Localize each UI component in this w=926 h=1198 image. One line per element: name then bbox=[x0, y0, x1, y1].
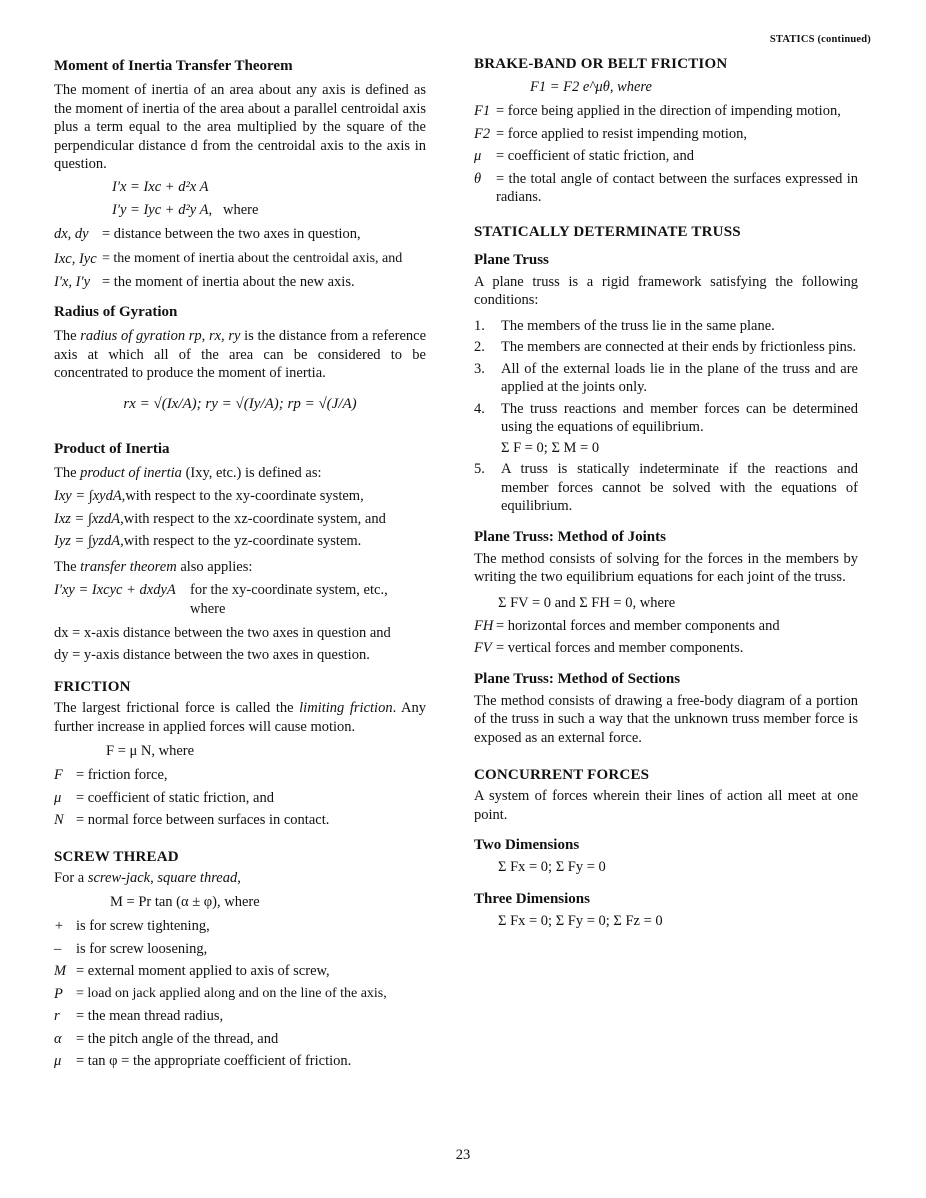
brake-title: BRAKE-BAND OR BELT FRICTION bbox=[474, 56, 728, 72]
moi-def-2: Ixc, Iyc = the moment of inertia about the centroidal axis, and bbox=[54, 251, 403, 267]
screw-def-r: r = the mean thread radius, bbox=[54, 1008, 224, 1024]
brake-def-f2: F2 = force applied to resist impending motion, bbox=[474, 125, 748, 142]
friction-def-n: N = normal force between surfaces in contact. bbox=[54, 812, 330, 828]
moi-def-3: I′x, I′y = the moment of inertia about the new axis. bbox=[54, 273, 355, 290]
two-dim-title: Two Dimensions bbox=[474, 837, 580, 853]
transfer-def-dx: dx = x-axis distance between the two axes in question and bbox=[54, 625, 391, 641]
screw-def-m: M = external moment applied to axis of screw, bbox=[54, 963, 330, 979]
sections-body: The method consists of drawing a free-body diagram of a portion of the truss in such a way that the unknown truss member force is exposed as an external force. bbox=[474, 692, 858, 746]
screw-def-alpha: α = the pitch angle of the thread, and bbox=[54, 1030, 279, 1047]
moi-eq2: I′y = Iyc + d²y A, where bbox=[112, 201, 259, 218]
brake-eq: F1 = F2 e^μθ, where bbox=[530, 79, 652, 95]
screw-def-p: P = load on jack applied along and on the line of the axis, bbox=[54, 985, 387, 1002]
two-dim-eq: Σ Fx = 0; Σ Fy = 0 bbox=[498, 859, 606, 875]
joints-title: Plane Truss: Method of Joints bbox=[474, 528, 666, 545]
product-title: Product of Inertia bbox=[54, 440, 170, 457]
screw-intro: For a screw-jack, square thread, bbox=[54, 869, 241, 886]
concurrent-title: CONCURRENT FORCES bbox=[474, 767, 650, 783]
three-dim-eq: Σ Fx = 0; Σ Fy = 0; Σ Fz = 0 bbox=[498, 913, 663, 929]
product-intro: The product of inertia (Ixy, etc.) is defined as: bbox=[54, 464, 322, 481]
brake-def-f1: F1 = force being applied in the direction of impending motion, bbox=[474, 103, 841, 119]
screw-title: SCREW THREAD bbox=[54, 848, 179, 865]
moi-eq1: I′x = Ixc + d²x A bbox=[112, 178, 209, 195]
screw-def-minus: – is for screw loosening, bbox=[54, 940, 208, 957]
friction-def-mu: μ = coefficient of static friction, and bbox=[54, 789, 274, 806]
gyration-title: Radius of Gyration bbox=[54, 304, 178, 320]
truss-condition-4: 4. The truss reactions and member forces can be determined using the equations of equilibrium. bbox=[474, 400, 858, 435]
gyration-body: The radius of gyration rp, rx, ry is the distance from a reference axis at which all of the area can be considered to be concentrated to produce the moment of inertia. bbox=[54, 328, 426, 381]
truss-condition-5: 5. A truss is statically indeterminate if the reactions and member forces cannot be solved with the equations of equilibrium. bbox=[474, 461, 858, 514]
product-line-xz: Ixz = ∫xzdA, with respect to the xz-coordinate system, and bbox=[54, 510, 386, 527]
product-line-yz: Iyz = ∫yzdA, with respect to the yz-coordinate system. bbox=[54, 533, 362, 549]
joints-def-fv: FV = vertical forces and member components. bbox=[474, 640, 744, 656]
joints-def-fh: FH = horizontal forces and member components and bbox=[474, 617, 780, 634]
brake-def-mu: μ = coefficient of static friction, and bbox=[474, 148, 694, 164]
friction-def-f: F = friction force, bbox=[54, 767, 168, 783]
plane-truss-title: Plane Truss bbox=[474, 251, 549, 268]
truss-condition-4-eq: Σ F = 0; Σ M = 0 bbox=[501, 439, 600, 456]
moi-body: The moment of inertia of an area about any axis is defined as the moment of inertia of the area about a parallel centroidal axis plus a term equal to the area multiplied by the square of the perpendicular distance d from the centroidal axis to the axis in question. bbox=[54, 82, 426, 172]
screw-def-plus: + is for screw tightening, bbox=[54, 918, 210, 934]
truss-conditions bbox=[474, 317, 858, 516]
left-column bbox=[54, 55, 426, 1071]
sections-title: Plane Truss: Method of Sections bbox=[474, 670, 681, 687]
friction-eq: F = μ N, where bbox=[106, 743, 195, 759]
truss-condition-1: 1. The members of the truss lie in the same plane. bbox=[474, 317, 775, 334]
joints-body: The method consists of solving for the forces in the members by writing the two equilibrium equations for each joint of the truss. bbox=[474, 550, 858, 585]
friction-body: The largest frictional force is called the limiting friction. Any further increase in applied forces will cause motion. bbox=[54, 700, 426, 735]
page-number: 23 bbox=[455, 1147, 471, 1163]
moi-title: Moment of Inertia Transfer Theorem bbox=[54, 58, 293, 74]
screw-def-mu: μ = tan φ = the appropriate coefficient of friction. bbox=[54, 1053, 352, 1069]
truss-title: STATICALLY DETERMINATE TRUSS bbox=[474, 223, 741, 240]
transfer-eq: I′xy = Ixcyc + dxdyA for the xy-coordinate system, etc., where bbox=[54, 582, 388, 617]
page-header: STATICS (continued) bbox=[769, 34, 871, 45]
truss-condition-3: 3. All of the external loads lie in the plane of the truss and are applied at the joints only. bbox=[474, 360, 858, 395]
joints-eq: Σ FV = 0 and Σ FH = 0, where bbox=[498, 594, 676, 611]
concurrent-body: A system of forces wherein their lines of action all meet at one point. bbox=[474, 788, 858, 823]
plane-truss-body: A plane truss is a rigid framework satisfying the following conditions: bbox=[474, 273, 858, 308]
truss-condition-2: 2. The members are connected at their ends by frictionless pins. bbox=[474, 339, 857, 355]
three-dim-title: Three Dimensions bbox=[474, 891, 590, 907]
brake-def-theta: θ = the total angle of contact between the surfaces expressed in radians. bbox=[474, 170, 858, 205]
screw-eq: M = Pr tan (α ± φ), where bbox=[110, 894, 260, 910]
gyration-eq: rx = √(Ix/A); ry = √(Iy/A); rp = √(J/A) bbox=[123, 395, 357, 412]
friction-title: FRICTION bbox=[54, 679, 131, 695]
transfer-intro: The transfer theorem also applies: bbox=[54, 558, 253, 575]
product-line-xy: Ixy = ∫xydA, with respect to the xy-coordinate system, bbox=[54, 488, 364, 504]
transfer-def-dy: dy = y-axis distance between the two axes in question. bbox=[54, 646, 370, 663]
moi-def-1: dx, dy = distance between the two axes in question, bbox=[54, 225, 361, 242]
right-column bbox=[474, 55, 858, 931]
